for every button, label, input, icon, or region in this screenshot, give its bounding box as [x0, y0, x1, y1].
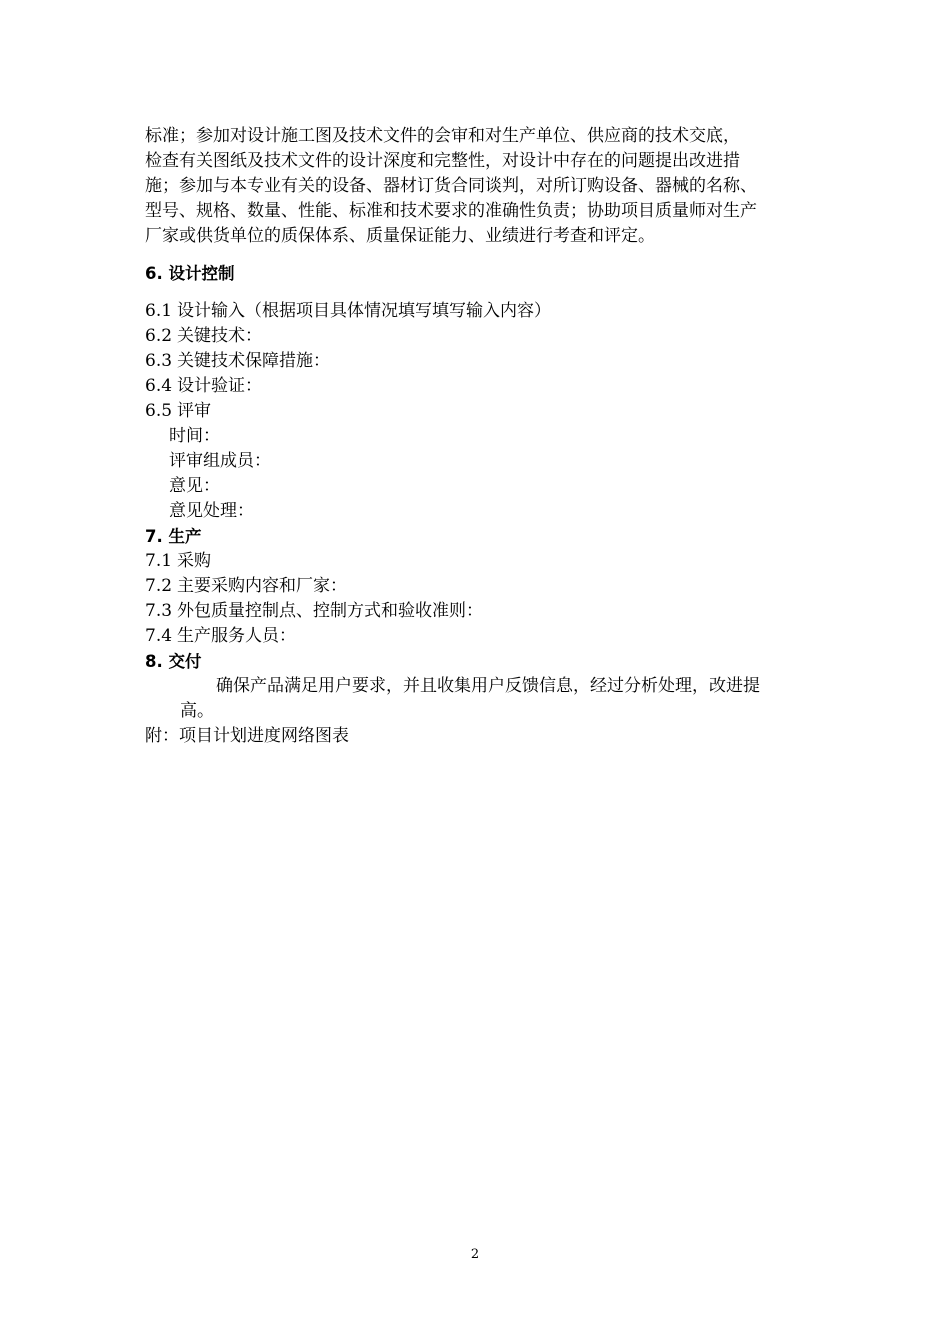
- item-text: 外包质量控制点、控制方式和验收准则：: [177, 601, 483, 621]
- intro-line: 标准；参加对设计施工图及技术文件的会审和对生产单位、供应商的技术交底，: [145, 126, 740, 146]
- section-6-heading: 6. 设计控制: [145, 264, 235, 283]
- delivery-line: 高。: [180, 701, 214, 721]
- review-opinion-handling: 意见处理：: [169, 501, 254, 521]
- item-number: 7.2: [145, 576, 173, 596]
- item-text: 生产服务人员：: [177, 626, 296, 646]
- item-text: 主要采购内容和厂家：: [177, 576, 347, 596]
- page-number: 2: [470, 1247, 480, 1262]
- item-text: 关键技术保障措施：: [177, 351, 330, 371]
- item-6-4: [145, 374, 262, 399]
- item-number: 7.1: [145, 551, 173, 571]
- review-time: 时间：: [169, 426, 220, 446]
- appendix-line: 附：项目计划进度网络图表: [145, 726, 349, 746]
- item-number: 6.1: [145, 301, 173, 321]
- item-number: 6.2: [145, 326, 173, 346]
- intro-line: 施；参加与本专业有关的设备、器材订货合同谈判，对所订购设备、器械的名称、: [145, 176, 757, 196]
- item-number: 7.3: [145, 601, 173, 621]
- item-7-4: [145, 624, 296, 649]
- intro-line: 检查有关图纸及技术文件的设计深度和完整性，对设计中存在的问题提出改进措: [145, 151, 740, 171]
- item-number: 6.4: [145, 376, 173, 396]
- item-6-3: [145, 349, 330, 374]
- delivery-line: 确保产品满足用户要求，并且收集用户反馈信息，经过分析处理，改进提: [216, 676, 760, 696]
- item-7-3: [145, 599, 483, 624]
- item-6-2: [145, 324, 262, 349]
- item-6-1: [145, 299, 551, 324]
- section-8-heading: 8. 交付: [145, 652, 202, 671]
- intro-paragraph: [145, 124, 810, 249]
- item-number: 6.3: [145, 351, 173, 371]
- item-text: 采购: [177, 551, 211, 571]
- delivery-paragraph: [180, 674, 810, 724]
- item-6-5: [145, 399, 211, 424]
- item-number: 7.4: [145, 626, 173, 646]
- item-text: 评审: [177, 401, 211, 421]
- review-members: 评审组成员：: [169, 451, 271, 471]
- intro-line: 厂家或供货单位的质保体系、质量保证能力、业绩进行考查和评定。: [145, 226, 655, 246]
- item-number: 6.5: [145, 401, 173, 421]
- item-7-1: [145, 549, 211, 574]
- item-text: 关键技术：: [177, 326, 262, 346]
- review-opinion: 意见：: [169, 476, 220, 496]
- item-7-2: [145, 574, 347, 599]
- section-7-heading: 7. 生产: [145, 527, 202, 546]
- item-text: 设计验证：: [177, 376, 262, 396]
- intro-line: 型号、规格、数量、性能、标准和技术要求的准确性负责；协助项目质量师对生产: [145, 201, 757, 221]
- item-text: 设计输入（根据项目具体情况填写填写输入内容）: [177, 301, 551, 321]
